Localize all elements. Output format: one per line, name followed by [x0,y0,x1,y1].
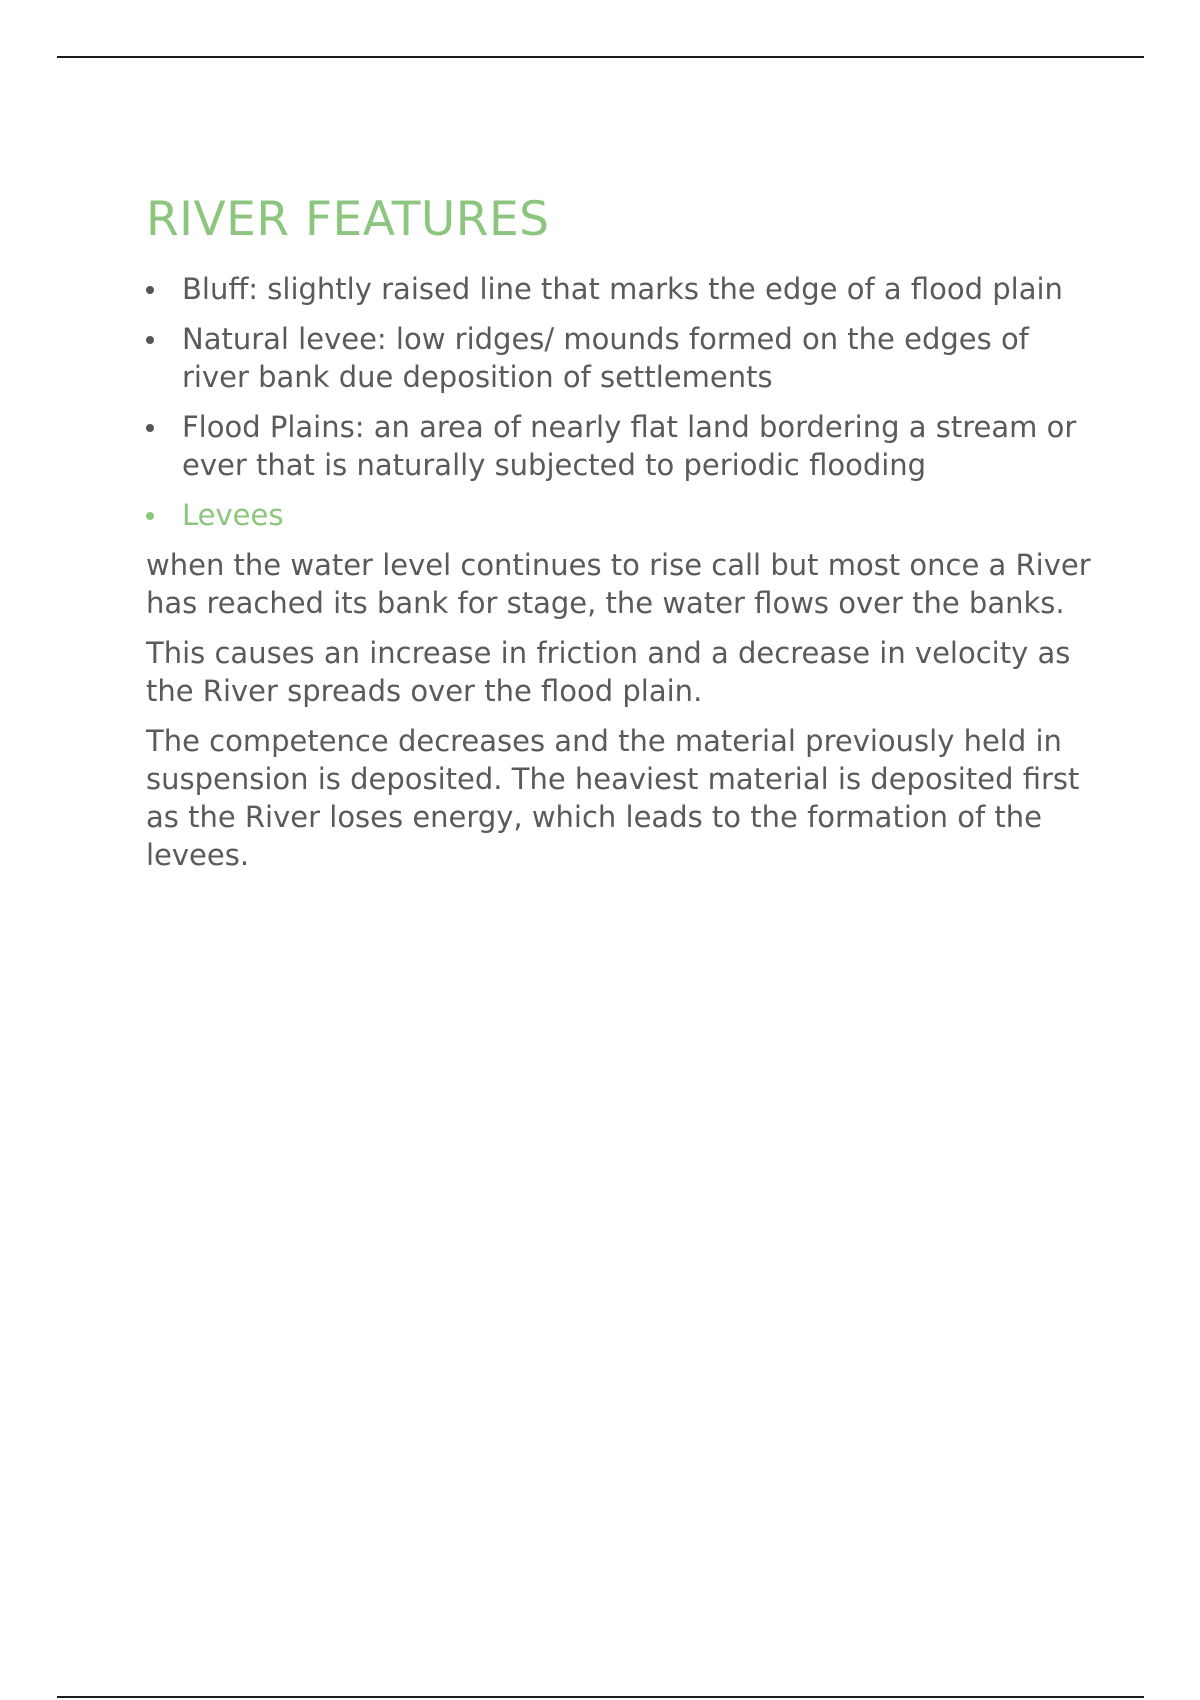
feature-list [146,270,1096,534]
list-item-text: Flood Plains: an area of nearly flat land bordering a stream or ever that is naturally subjected to periodic flooding [182,410,1077,482]
list-item-bluff [146,270,1096,308]
paragraph-water-level: when the water level continues to rise call but most once a River has reached its bank for stage, the water flows over the banks. [146,548,1091,620]
bullet-icon [146,424,154,432]
document-body [146,190,1096,886]
bullet-icon [146,286,154,294]
bullet-icon [146,512,154,520]
list-item-flood-plains [146,408,1096,484]
list-item-natural-levee [146,320,1096,396]
bullet-icon [146,336,154,344]
list-item-text: Bluff: slightly raised line that marks the edge of a flood plain [182,272,1063,306]
bottom-rule [57,1696,1144,1698]
paragraph-friction: This causes an increase in friction and a decrease in velocity as the River spreads over the flood plain. [146,636,1071,708]
list-item-text: Levees [182,498,284,532]
list-item-levees [146,496,1096,534]
paragraph-competence: The competence decreases and the material previously held in suspension is deposited. The heaviest material is deposited first as the River loses energy, which leads to the formation of the levees. [146,724,1080,872]
top-rule [57,56,1144,58]
list-item-text: Natural levee: low ridges/ mounds formed on the edges of river bank due deposition of settlements [182,322,1029,394]
page-title: RIVER FEATURES [146,192,550,247]
